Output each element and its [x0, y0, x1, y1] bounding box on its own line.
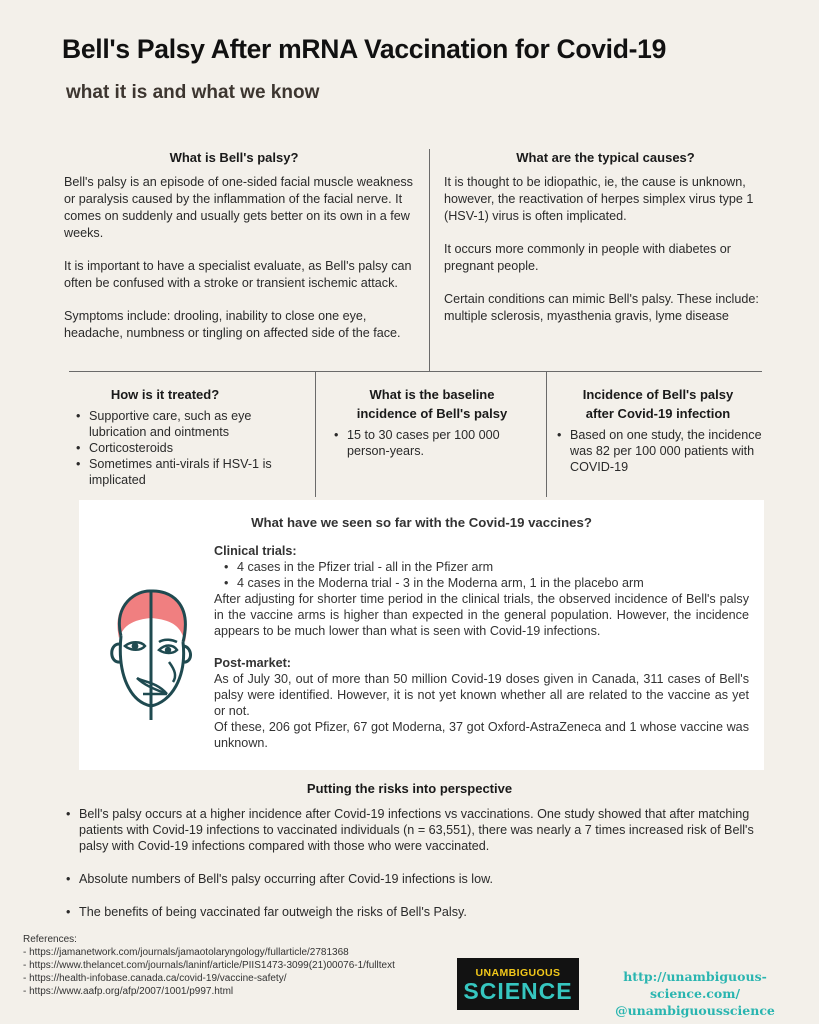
incidence-heading-line: after Covid-19 infection	[585, 406, 731, 421]
brand-logo	[457, 958, 579, 1010]
clinical-trials-list	[224, 559, 749, 591]
vaccines-content	[214, 543, 749, 751]
causes-paragraph: It occurs more commonly in people with diabetes or pregnant people.	[444, 242, 731, 273]
references	[23, 933, 433, 998]
list-item: • Absolute numbers of Bell's palsy occurring after Covid-19 infections is low.	[66, 871, 778, 887]
post-market-text: Of these, 206 got Pfizer, 67 got Moderna, 37 got Oxford-AstraZeneca and 1 whose vaccine was unknown.	[214, 720, 749, 750]
page-subtitle: what it is and what we know	[66, 82, 320, 103]
reference-link[interactable]: - https://www.aafp.org/afp/2007/1001/p997.html	[23, 986, 234, 997]
treated-heading: How is it treated?	[110, 387, 220, 402]
mimic-paragraph: Certain conditions can mimic Bell's palsy. These include: multiple sclerosis, myasthenia gravis, lyme disease	[444, 292, 759, 323]
divider-top-vertical	[429, 149, 430, 371]
symptoms-paragraph: Symptoms include: drooling, inability to close one eye, headache, numbness or tingling on affected side of the face.	[64, 309, 401, 340]
list-item: • Supportive care, such as eye lubrication and ointments	[76, 408, 304, 440]
list-item: • 15 to 30 cases per 100 000 person-years.	[334, 427, 534, 459]
list-item: • Corticosteroids	[76, 440, 304, 456]
baseline-heading	[318, 385, 546, 423]
baseline-heading-line: What is the baseline	[369, 387, 495, 402]
clinical-trials-text: After adjusting for shorter time period in the clinical trials, the observed incidence of Bell's palsy in the vaccine arms is higher than expected in the general population. However, the incidence appears to be much lower than what is seen with Covid-19 infections.	[214, 592, 749, 638]
bells-palsy-face-icon	[101, 586, 201, 724]
perspective-heading: Putting the risks into perspective	[306, 781, 513, 796]
list-item: • 4 cases in the Pfizer trial - all in the Pfizer arm	[224, 559, 749, 575]
causes-heading: What are the typical causes?	[516, 150, 695, 165]
post-market-label: Post-market:	[214, 656, 291, 670]
incidence-heading-line: Incidence of Bell's palsy	[582, 387, 734, 402]
divider-mid-right-vertical	[546, 371, 547, 497]
list-item: • Sometimes anti-virals if HSV-1 is implicated	[76, 456, 304, 488]
brand-links	[590, 968, 800, 1019]
treated-list	[76, 408, 304, 488]
baseline-heading-line: incidence of Bell's palsy	[356, 406, 508, 421]
causes-section	[444, 174, 782, 325]
what-is-section	[64, 174, 426, 342]
references-label: References:	[23, 934, 77, 945]
clinical-trials-label: Clinical trials:	[214, 544, 297, 558]
perspective-list	[66, 806, 778, 937]
list-item: • Bell's palsy occurs at a higher incidence after Covid-19 infections vs vaccinations. One study showed that after matching patients with Covid-19 infections to vaccinated individuals (n = 63,551), there was nearly a 7 times increased risk of Bell's palsy with Covid-19 infections compared with those who were vaccinated.	[66, 806, 778, 854]
what-is-heading: What is Bell's palsy?	[169, 150, 299, 165]
page-title: Bell's Palsy After mRNA Vaccination for Covid-19	[62, 34, 667, 64]
vaccines-card	[79, 500, 764, 770]
website-link[interactable]: http://unambiguous-science.com/	[623, 969, 767, 1001]
reference-link[interactable]: - https://www.thelancet.com/journals/laninf/article/PIIS1473-3099(21)00076-1/fulltext	[23, 960, 395, 971]
vaccines-heading: What have we seen so far with the Covid-19 vaccines?	[251, 515, 592, 530]
baseline-list	[334, 427, 534, 459]
divider-middle-horizontal	[69, 371, 762, 372]
list-item: • Based on one study, the incidence was 82 per 100 000 patients with COVID-19	[557, 427, 763, 475]
causes-paragraph: It is thought to be idiopathic, ie, the cause is unknown, however, the reactivation of herpes simplex virus type 1 (HSV-1) virus is often implicated.	[444, 175, 754, 223]
divider-mid-left-vertical	[315, 371, 316, 497]
list-item: • 4 cases in the Moderna trial - 3 in the Moderna arm, 1 in the placebo arm	[224, 575, 749, 591]
what-is-paragraph: It is important to have a specialist evaluate, as Bell's palsy can often be confused with a stroke or transient ischemic attack.	[64, 259, 412, 290]
post-market-text: As of July 30, out of more than 50 million Covid-19 doses given in Canada, 311 cases of Bell's palsy were identified. However, it is not yet known whether all are related to the vaccine as yet or not.	[214, 672, 749, 718]
reference-link[interactable]: - https://jamanetwork.com/journals/jamaotolaryngology/fullarticle/2781368	[23, 947, 349, 958]
reference-link[interactable]: - https://health-infobase.canada.ca/covid-19/vaccine-safety/	[23, 973, 287, 984]
logo-text-top: UNAMBIGUOUS	[475, 967, 561, 979]
social-handle-link[interactable]: @unambiguousscience	[615, 1003, 775, 1018]
logo-text-bottom: SCIENCE	[463, 978, 573, 1004]
list-item: • The benefits of being vaccinated far outweigh the risks of Bell's Palsy.	[66, 904, 778, 920]
incidence-heading	[548, 385, 768, 423]
incidence-list	[557, 427, 763, 475]
what-is-paragraph: Bell's palsy is an episode of one-sided facial muscle weakness or paralysis caused by the inflammation of the facial nerve. It comes on suddenly and usually gets better on its own in a few weeks.	[64, 175, 413, 240]
